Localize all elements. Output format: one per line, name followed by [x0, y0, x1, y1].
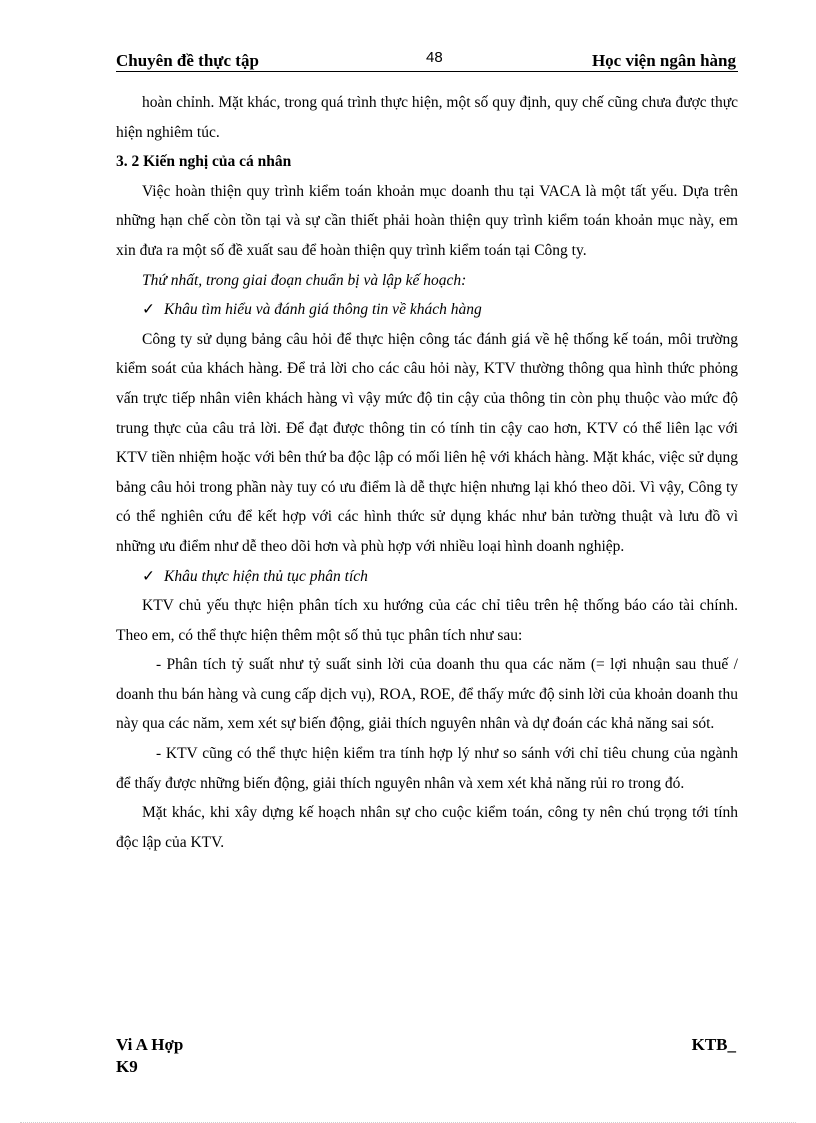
- page-footer: [116, 1035, 736, 1085]
- bullet-item: - KTV cũng có thể thực hiện kiểm tra tính hợp lý như so sánh với chỉ tiêu chung của ngành để thấy được những biến động, giải thích nguyên nhân và xem xét khả năng rủi ro trong đó.: [116, 745, 738, 792]
- footer-code: KTB_: [691, 1035, 736, 1054]
- footer-author: Vi A Hợp: [116, 1035, 184, 1054]
- paragraph-body: Mặt khác, khi xây dựng kế hoạch nhân sự cho cuộc kiểm toán, công ty nên chú trọng tới tính độc lập của KTV.: [116, 804, 738, 851]
- paragraph-continuation: hoàn chỉnh. Mặt khác, trong quá trình thực hiện, một số quy định, quy chế cũng chưa được thực hiện nghiêm túc.: [116, 94, 738, 141]
- header-title: Chuyên đề thực tập: [116, 51, 259, 70]
- subsection-heading: Thứ nhất, trong giai đoạn chuẩn bị và lập kế hoạch:: [142, 271, 467, 289]
- paragraph-body: KTV chủ yếu thực hiện phân tích xu hướng của các chỉ tiêu trên hệ thống báo cáo tài chính. Theo em, có thể thực hiện thêm một số thủ tục phân tích như sau:: [116, 597, 738, 644]
- checklist-item: [116, 562, 738, 592]
- check-icon: ✓: [142, 567, 155, 585]
- check-icon: ✓: [142, 301, 155, 319]
- checklist-item-label: Khâu thực hiện thủ tục phân tích: [164, 567, 368, 585]
- checklist-item: [116, 295, 738, 325]
- paragraph-body: Công ty sử dụng bảng câu hỏi để thực hiện công tác đánh giá về hệ thống kế toán, môi trường kiểm soát của khách hàng. Để trả lời cho các câu hỏi này, KTV thường thông qua hình thức phỏng vấn trực tiếp nhân viên khách hàng vì vậy mức độ tin cậy của thông tin còn phụ thuộc vào mức độ trung thực của câu trả lời. Để đạt được thông tin có tính tin cậy cao hơn, KTV có thể liên lạc với KTV tiền nhiệm hoặc với bên thứ ba độc lập có mối liên hệ với khách hàng. Mặt khác, việc sử dụng bảng câu hỏi trong phần này tuy có ưu điểm là dễ thực hiện nhưng lại khó theo dõi. Vì vậy, Công ty có thể nghiên cứu để kết hợp với các hình thức sử dụng khác như bản tường thuật và lưu đồ vì những ưu điểm như dễ theo dõi hơn và phù hợp với nhiều loại hình doanh nghiệp.: [116, 330, 738, 555]
- page-number: 48: [426, 49, 443, 66]
- page-header: [116, 47, 738, 72]
- section-heading: 3. 2 Kiến nghị của cá nhân: [116, 153, 292, 171]
- header-institution: Học viện ngân hàng: [591, 51, 736, 70]
- document-body: [116, 88, 738, 857]
- checklist-item-label: Khâu tìm hiểu và đánh giá thông tin về khách hàng: [164, 301, 482, 319]
- paragraph-intro: Việc hoàn thiện quy trình kiểm toán khoản mục doanh thu tại VACA là một tất yếu. Dựa trên những hạn chế còn tồn tại và sự cần thiết phải hoàn thiện quy trình kiểm toán khoản mục này, em xin đưa ra một số đề xuất sau để hoàn thiện quy trình kiểm toán tại Công ty.: [116, 182, 738, 259]
- bullet-item: - Phân tích tỷ suất như tỷ suất sinh lời của doanh thu qua các năm (= lợi nhuận sau thuế / doanh thu bán hàng và cung cấp dịch vụ), ROA, ROE, để thấy mức độ sinh lời của khoản doanh thu này qua các năm, xem xét sự biến động, giải thích nguyên nhân và dự đoán các khả năng sai sót.: [116, 656, 738, 733]
- footer-class: K9: [116, 1057, 138, 1076]
